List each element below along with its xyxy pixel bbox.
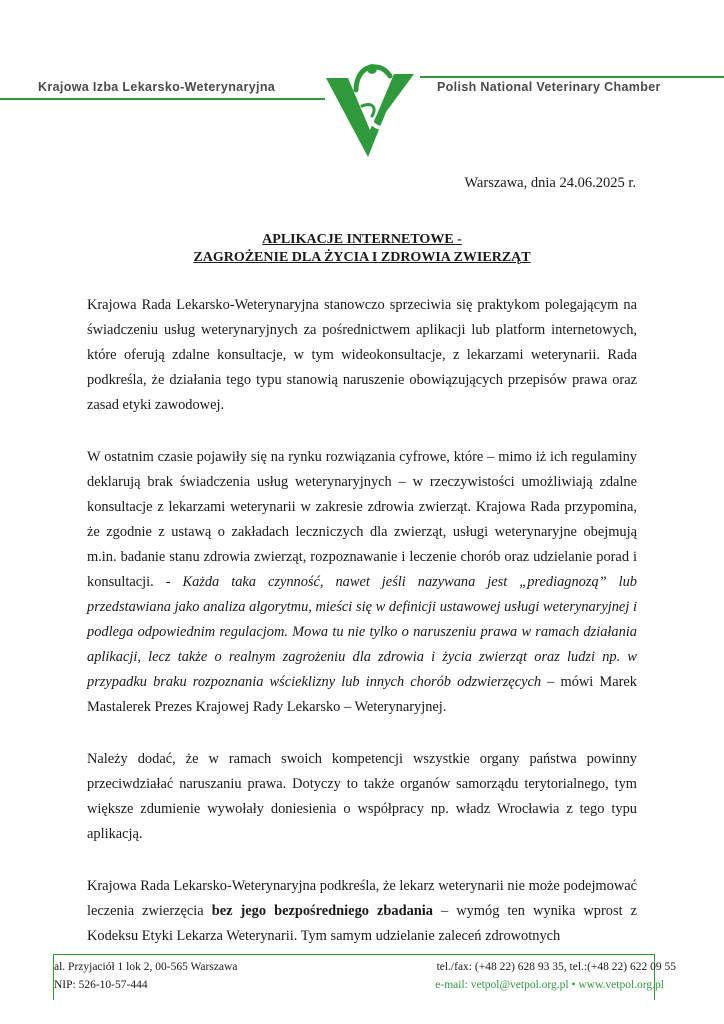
caduceus-v-logo-icon	[316, 60, 420, 160]
title-line-1: APLIKACJE INTERNETOWE -	[262, 232, 462, 247]
paragraph-2-attribution: – mówi Marek Mastalerek Prezes Krajowej Rady Lekarsko – Weterynaryjnej.	[87, 674, 637, 715]
footer-phone: tel./fax: (+48 22) 628 93 35, tel.:(+48 22) 622 09 55	[436, 961, 676, 973]
paragraph-1: Krajowa Rada Lekarsko-Weterynaryjna stanowczo sprzeciwia się praktykom polegającym na świadczeniu usług weterynaryjnych za pośrednictwem aplikacji lub platform internetowych, które oferują zdalne konsultacje, w tym wideokonsultacje, z lekarzami weterynarii. Rada podkreśla, że działania tego typu stanowią naruszenie obowiązujących przepisów prawa oraz zasad etyki zawodowej.	[87, 297, 637, 413]
paragraph-2-intro: W ostatnim czasie pojawiły się na rynku rozwiązania cyfrowe, które – mimo iż ich regulaminy deklarują brak świadczenia usług weterynaryjnych – w rzeczywistości umożliwiają zdalne konsultacje z lekarzami weterynarii w zakresie zdrowia zwierząt. Krajowa Rada przypomina, że zgodnie z ustawą o zakładach leczniczych dla zwierząt, usługi weterynaryjne obejmują m.in. badanie stanu zdrowia zwierząt, rozpoznawanie i leczenie chorób oraz udzielanie porad i konsultacji. -	[87, 449, 637, 590]
paragraph-4-intro: Krajowa Rada Lekarsko-Weterynaryjna podkreśla, że lekarz weterynarii nie może podejmować leczenia zwierzęcia	[87, 878, 637, 919]
document-date: Warszawa, dnia 24.06.2025 r.	[464, 175, 636, 191]
paragraph-2-quote: Każda taka czynność, nawet jeśli nazywana jest „prediagnozą” lub przedstawiana jako analiza algorytmu, mieści się w definicji ustawowej usługi weterynaryjnej i podlega odpowiednim regulacjom. Mowa tu nie tylko o naruszeniu prawa w ramach działania aplikacji, lecz także o realnym zagrożeniu dla zdrowia i życia zwierząt oraz ludzi np. w przypadku braku rozpoznania wścieklizny lub innych chorób odzwierzęcych	[87, 574, 637, 690]
paragraph-4-emphasis: bez jego bezpośredniego zbadania	[211, 903, 433, 919]
header-rule-left	[0, 98, 325, 100]
footer-box	[53, 954, 676, 1000]
title-line-2: ZAGROŻENIE DLA ŻYCIA I ZDROWIA ZWIERZĄT	[193, 250, 531, 265]
paragraph-3: Należy dodać, że w ramach swoich kompetencji wszystkie organy państwa powinny przeciwdziałać naruszaniu prawa. Dotyczy to także organów samorządu terytorialnego, tym większe zdumienie wywołały doniesienia o współpracy np. władz Wrocławia z tego typu aplikacją.	[87, 751, 637, 842]
org-name-en: Polish National Veterinary Chamber	[437, 80, 661, 94]
paragraph-2	[87, 445, 637, 720]
org-name-pl: Krajowa Izba Lekarsko-Weterynaryjna	[38, 80, 276, 94]
document-body	[87, 293, 637, 976]
paragraph-4-rest: – wymóg ten wynika wprost z Kodeksu Etyki Lekarza Weterynarii. Tym samym udzielanie zaleceń zdrowotnych	[87, 903, 637, 944]
footer-address: al. Przyjaciół 1 lok 2, 00-565 Warszawa	[54, 961, 238, 973]
footer-nip: NIP: 526-10-57-444	[54, 979, 148, 991]
footer-contact-links[interactable]: e-mail: vetpol@vetpol.org.pl • www.vetpol.org.pl	[435, 979, 664, 991]
document-title	[0, 231, 724, 267]
paragraph-4	[87, 874, 637, 949]
header-rule-right	[420, 76, 724, 78]
